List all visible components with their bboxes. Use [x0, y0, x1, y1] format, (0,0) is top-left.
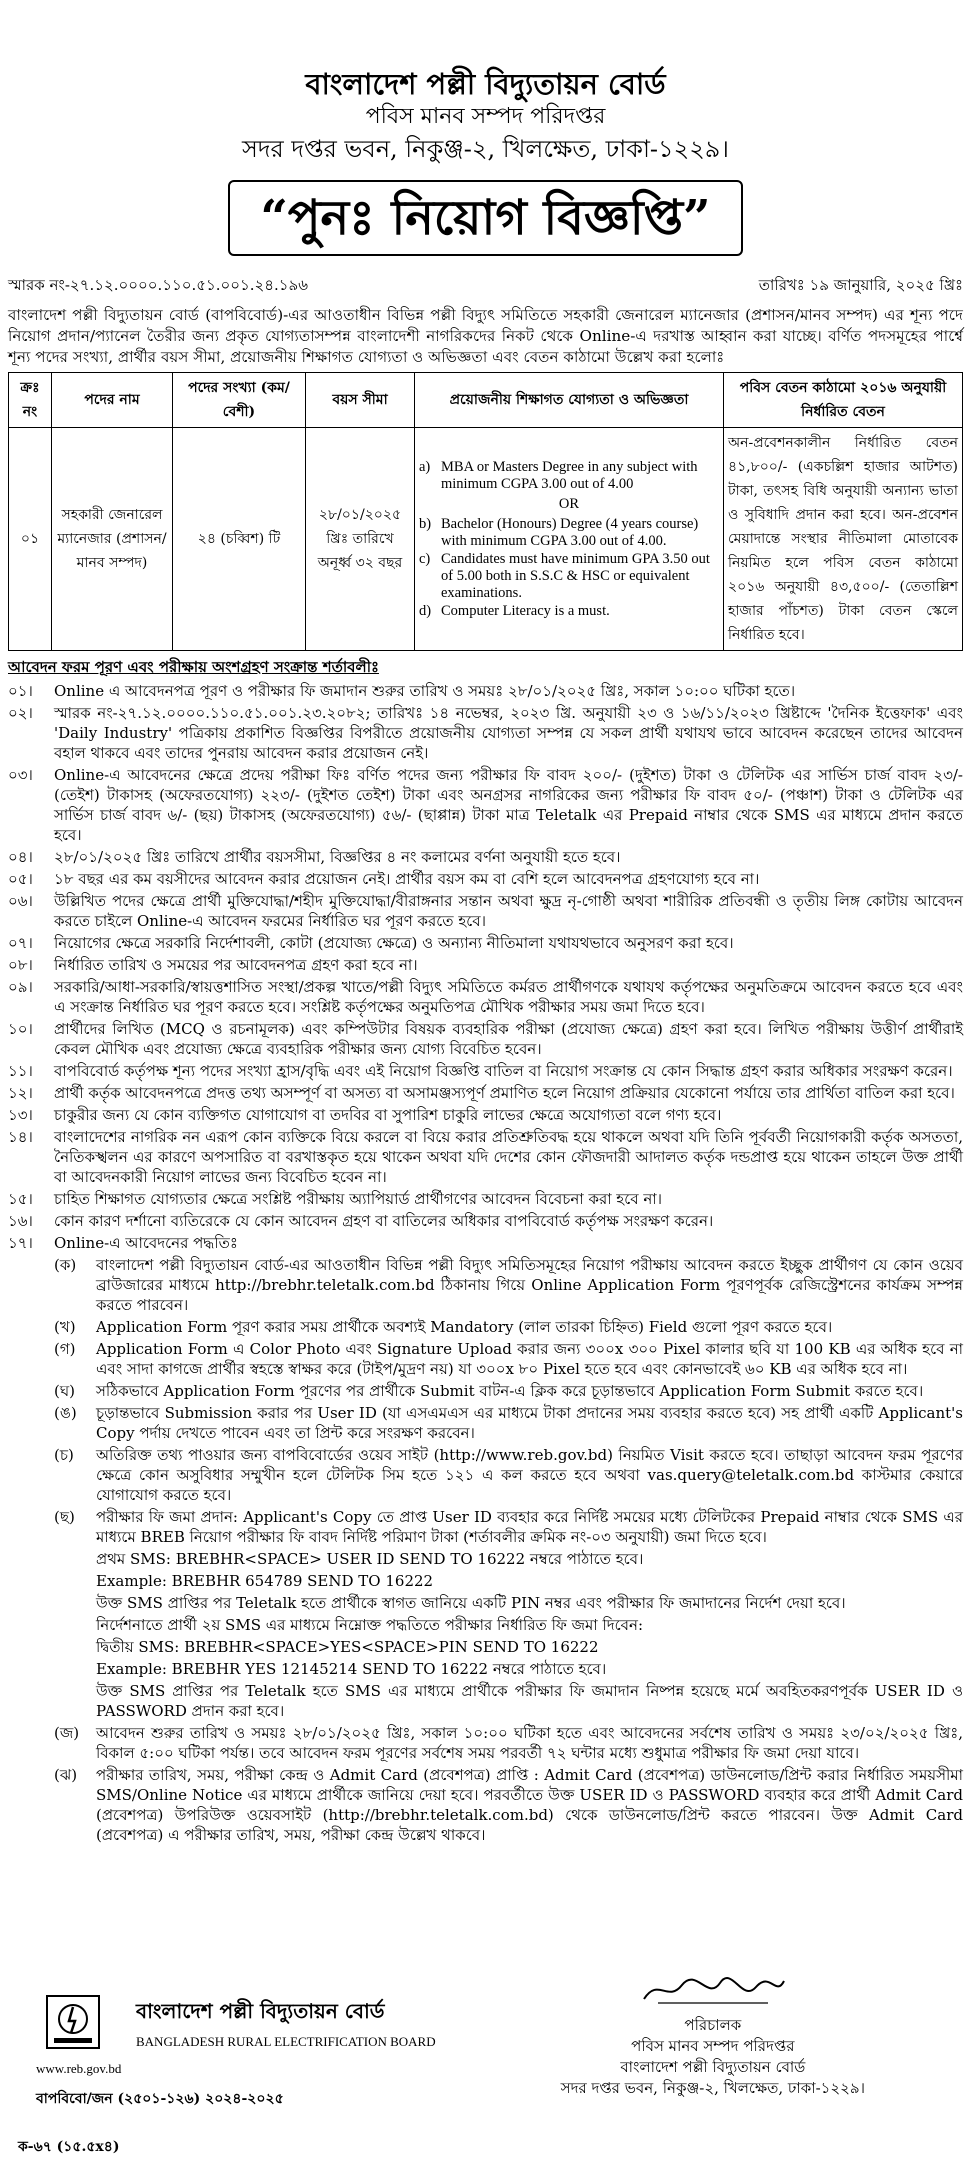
list-item: [8, 891, 963, 931]
item-text: স্মারক নং-২৭.১২.০০০০.১১০.৫১.০০১.২৩.২০৮২; তারিখঃ ১৪ নভেম্বর, ২০২৩ খ্রি. অনুযায়ী ২৩ ও ১৬/১১/২০২৩ খ্রিষ্টাব্দে 'দৈনিক ইত্তেফাক' এবং 'Daily Industry' পত্রিকায় প্রকাশিত বিজ্ঞপ্তির বিপরীতে প্রয়োজনীয় যোগ্যতা সম্পন্ন যে সকল প্রার্থী যথাযথ ভাবে আবেদন করেছেন তাদের আবেদন বহাল থাকবে এবং তাদের পুনরায় আবেদন করার প্রয়োজন নেই।: [54, 704, 963, 762]
list-item: [54, 1615, 963, 1635]
sub-item-text: পরীক্ষার ফি জমা প্রদান: Applicant's Copy তে প্রাপ্ত User ID ব্যবহার করে নির্দিষ্ট সময়ের মধ্যে টেলিটকের Prepaid নাম্বার থেকে SMS এর মাধ্যমে BREB নিয়োগ পরীক্ষার ফি বাবদ নির্দিষ্ট পরিমাণ টাকা (শর্তাবলীর ক্রমিক নং-০৩ অনুযায়ী) জমা দিতে হবে।: [96, 1508, 963, 1546]
item-text: নিয়োগের ক্ষেত্রে সরকারি নির্দেশাবলী, কোটা (প্রযোজ্য ক্ষেত্রে) ও অন্যান্য নীতিমালা যথাযথভাবে অনুসরণ করা হবে।: [54, 934, 734, 952]
list-item: [54, 1593, 963, 1613]
terms-section: [8, 657, 963, 1845]
item-text: উল্লিখিত পদের ক্ষেত্রে প্রার্থী মুক্তিযোদ্ধা/শহীদ মুক্তিযোদ্ধা/বীরাঙ্গনার সন্তান অথবা ক্ষুদ্র নৃ-গোষ্ঠী অথবা শারীরিক প্রতিবন্ধী ও তৃতীয় লিঙ্গ কোটায় আবেদন করতে চাইলে Online-এ আবেদন ফরমের নির্ধারিত ঘর পূরণ করতে হবে।: [54, 892, 963, 930]
cell-qualification: [415, 428, 724, 651]
item-text: Online-এ আবেদনের ক্ষেত্রে প্রদেয় পরীক্ষা ফিঃ বর্ণিত পদের জন্য পরীক্ষার ফি বাবদ ২০০/- (দুইশত) টাকা ও টেলিটক এর সার্ভিস চার্জ বাবদ ২৩/- (তেইশ) টাকাসহ (অফেরতযোগ্য) ২২৩/- (দুইশত তেইশ) টাকা এবং অনগ্রসর নাগরিকের জন্য পরীক্ষার ফি বাবদ ৫০/- (পঞ্চাশ) টাকা ও টেলিটক এর সার্ভিস চার্জ বাবদ ৬/- (ছয়) টাকাসহ (অফেরতযোগ্য) ৫৬/- (ছাপ্পান্ন) টাকা মাত্র Teletalk এর Prepaid নাম্বার থেকে SMS এর মাধ্যমে প্রদান করতে হবে।: [54, 766, 963, 844]
list-item: [8, 703, 963, 763]
terms-title: আবেদন ফরম পূরণ এবং পরীক্ষায় অংশগ্রহণ সংক্রান্ত শর্তাবলীঃ: [8, 658, 379, 676]
sub-item-text: উক্ত SMS প্রাপ্তির পর Teletalk হতে প্রার্থীকে স্বাগত জানিয়ে একটি PIN নম্বর এবং পরীক্ষার ফি জমাদানের নির্দেশ দেয়া হবে।: [96, 1594, 846, 1612]
sign-org: বাংলাদেশ পল্লী বিদ্যুতায়ন বোর্ড: [620, 2058, 806, 2076]
footer-org: [136, 1997, 436, 2050]
sub-item-text: Application Form পূরণ করার সময় প্রার্থীকে অবশ্যই Mandatory (লাল তারকা চিহ্নিত) Field গুলো পূরণ করতে হবে।: [96, 1318, 833, 1336]
page-title: “পুনঃ নিয়োগ বিজ্ঞপ্তি”: [228, 180, 742, 256]
qual-b: Bachelor (Honours) Degree (4 years course) with minimum CGPA 3.00 out of 4.00.: [441, 515, 699, 549]
sub-item-text: দ্বিতীয় SMS: BREBHR<SPACE>YES<SPACE>PIN SEND TO 16222: [96, 1638, 599, 1656]
sign-address: সদর দপ্তর ভবন, নিকুঞ্জ-২, খিলক্ষেত, ঢাকা-১২২৯।: [560, 2079, 865, 2097]
sub-item-label: [54, 1681, 96, 1721]
sign-dept: পবিস মানব সম্পদ পরিদপ্তর: [631, 2037, 795, 2055]
sub-item-text: সঠিকভাবে Application Form পূরণের পর প্রার্থীকে Submit বাটন-এ ক্লিক করে চূড়ান্তভাবে Application Form Submit করতে হবে।: [96, 1382, 924, 1400]
item-number: ০৯।: [8, 978, 33, 996]
col-count: পদের সংখ্যা (কম/বেশী): [173, 373, 306, 428]
qual-or: OR: [558, 495, 580, 512]
item-number: ১৫।: [8, 1190, 33, 1208]
sub-item-text: নির্দেশনাতে প্রার্থী ২য় SMS এর মাধ্যমে নিম্নোক্ত পদ্ধতিতে পরীক্ষার নির্ধারিত ফি জমা দিবেন:: [96, 1616, 644, 1634]
list-item: [8, 955, 963, 975]
list-item: [54, 1507, 963, 1547]
list-item: [54, 1659, 963, 1679]
memo-number: স্মারক নং-২৭.১২.০০০০.১১০.৫১.০০১.২৪.১৯৬: [8, 276, 308, 294]
qual-d: Computer Literacy is a must.: [441, 602, 610, 619]
list-item: [54, 1339, 963, 1379]
list-item: [8, 765, 963, 845]
qual-a-label: a): [419, 458, 431, 475]
item-text: প্রার্থী কর্তৃক আবেদনপত্রে প্রদত্ত তথ্য অসম্পূর্ণ বা অসত্য বা অসামঞ্জস্যপূর্ণ প্রমাণিত হলে নিয়োগ প্রক্রিয়ার যেকোনো পর্যায়ে তার প্রার্থিতা বাতিল করা হবে।: [54, 1084, 955, 1102]
item-number: ০৫।: [8, 870, 33, 888]
item-number: ০৮।: [8, 956, 33, 974]
sub-item-text: Example: BREBHR 654789 SEND TO 16222: [96, 1572, 434, 1590]
department: পবিস মানব সম্পদ পরিদপ্তর: [365, 104, 606, 129]
list-item: [54, 1765, 963, 1845]
sub-item-label: (ঙ): [54, 1404, 77, 1422]
table-header-row: [9, 373, 963, 428]
signature-block: [561, 1973, 865, 2099]
table-row: [9, 428, 963, 651]
address: সদর দপ্তর ভবন, নিকুঞ্জ-২, খিলক্ষেত, ঢাকা-১২২৯।: [242, 135, 729, 163]
item-number: ০৭।: [8, 934, 33, 952]
ad-code: বাপবিবো/জন (২৫০১-১২৬) ২০২৪-২০২৫: [36, 2091, 284, 2107]
qual-d-label: d): [419, 602, 432, 619]
item-number: ১৩।: [8, 1106, 33, 1124]
item-number: ১৬।: [8, 1212, 33, 1230]
qual-b-label: b): [419, 515, 432, 532]
item-number: ০১।: [8, 682, 33, 700]
item-text: নির্ধারিত তারিখ ও সময়ের পর আবেদনপত্র গ্রহণ করা হবে না।: [54, 956, 418, 974]
item-text: ২৮/০১/২০২৫ খ্রিঃ তারিখে প্রার্থীর বয়সসীমা, বিজ্ঞপ্তির ৪ নং কলামের বর্ণনা অনুযায়ী হতে হবে।: [54, 848, 621, 866]
cell-post: সহকারী জেনারেল ম্যানেজার (প্রশাসন/মানব সম্পদ): [52, 428, 173, 651]
list-item: [54, 1403, 963, 1443]
list-item: [8, 1189, 963, 1209]
list-item: [54, 1681, 963, 1721]
item-number: ১৪।: [8, 1128, 33, 1146]
sub-item-text: Application Form এ Color Photo এবং Signature Upload করার জন্য ৩০০x ৩০০ Pixel কালার ছবি যা 100 KB এর অধিক হবে না এবং সাদা কাগজে প্রার্থীর স্বহস্তে স্বাক্ষর করে (টাইপ/মুদ্রণ নয়) যা ৩০০x ৮০ Pixel হতে হবে এবং কোনভাবেই ৬০ KB এর অধিক হবে না।: [96, 1340, 963, 1378]
signature-icon: [638, 1973, 788, 2009]
sign-title: পরিচালক: [684, 2016, 742, 2034]
qual-c: Candidates must have minimum GPA 3.50 out of 5.00 both in S.S.C & HSC or equivalent examinations.: [441, 550, 710, 601]
qual-c-label: c): [419, 550, 431, 567]
sub-item-text: উক্ত SMS প্রাপ্তির পর Teletalk হতে SMS এর মাধ্যমে প্রার্থীকে পরীক্ষার ফি জমাদান নিষ্পন্ন হয়েছে মর্মে অবহিতকরণপূর্বক USER ID ও PASSWORD প্রদান করা হবে।: [96, 1682, 963, 1720]
list-item: [8, 1127, 963, 1187]
sub-item-label: [54, 1571, 96, 1591]
cell-count: ২৪ (চব্বিশ) টি: [173, 428, 306, 651]
header: [8, 0, 963, 166]
list-item: [54, 1445, 963, 1505]
item-number: ০৩।: [8, 766, 33, 784]
sub-item-label: [54, 1593, 96, 1613]
sub-item-label: (চ): [54, 1446, 74, 1464]
online-steps-list: [54, 1255, 963, 1845]
sub-item-label: [54, 1659, 96, 1679]
cell-pay: অন-প্রবেশনকালীন নির্ধারিত বেতন ৪১,৮০০/- (একচল্লিশ হাজার আটশত) টাকা, তৎসহ বিধি অনুযায়ী অন্যান্য ভাতা ও সুবিধাদি প্রদান করা হবে। অন-প্রবেশন মেয়াদান্তে সংস্থার নীতিমালা মোতাবেক নিয়মিত হলে পবিস বেতন কাঠামো ২০১৬ অনুযায়ী ৪৩,৫০০/- (তেতাল্লিশ হাজার পাঁচশত) টাকা বেতন স্কেলে নির্ধারিত হবে।: [724, 428, 963, 651]
col-qualification: প্রয়োজনীয় শিক্ষাগত যোগ্যতা ও অভিজ্ঞতা: [415, 373, 724, 428]
sub-item-text: অতিরিক্ত তথ্য পাওয়ার জন্য বাপবিবোর্ডের ওয়েব সাইট (http://www.reb.gov.bd) নিয়মিত Visit করতে হবে। তাছাড়া আবেদন ফরম পূরণের ক্ষেত্রে কোন অসুবিধার সম্মুখীন হলে টেলিটক সিম হতে ১২১ এ কল করতে হবে অথবা vas.query@teletalk.com.bd কাস্টমার কেয়ারে যোগাযোগ করতে হবে।: [96, 1446, 963, 1504]
item-number: ০২।: [8, 704, 33, 722]
sub-item-label: (ঘ): [54, 1382, 75, 1400]
sub-item-text: আবেদন শুরুর তারিখ ও সময়ঃ ২৮/০১/২০২৫ খ্রিঃ, সকাল ১০:০০ ঘটিকা হতে এবং আবেদনের সর্বশেষ তারিখ ও সময়ঃ ২৩/০২/২০২৫ খ্রিঃ, বিকাল ৫:০০ ঘটিকা পর্যন্ত। তবে আবেদন ফরম পূরণের সর্বশেষ সময় পরবর্তী ৭২ ঘন্টার মধ্যে শুধুমাত্র পরীক্ষার ফি জমা দেয়া যাবে।: [96, 1724, 963, 1762]
footer-org-en: BANGLADESH RURAL ELECTRIFICATION BOARD: [136, 2034, 436, 2049]
sub-item-text: বাংলাদেশ পল্লী বিদ্যুতায়ন বোর্ড-এর আওতাধীন বিভিন্ন পল্লী বিদ্যুৎ সমিতিসমূহের নিয়োগ পরীক্ষায় আবেদন করতে ইচ্ছুক প্রার্থীগণ যে কোন ওয়েব ব্রাউজারের মাধ্যমে http://brebhr.teletalk.com.bd ঠিকানায় গিয়ে Online Application Form পূরণপূর্বক রেজিস্ট্রেশনের কার্যক্রম সম্পন্ন করতে পারবেন।: [96, 1256, 963, 1314]
list-item: [8, 1211, 963, 1231]
list-item: [8, 869, 963, 889]
list-item: [54, 1571, 963, 1591]
list-item: [8, 847, 963, 867]
ad-size: ক-৬৭ (১৫.৫x৪): [18, 2139, 120, 2155]
sub-item-label: (খ): [54, 1318, 76, 1336]
item-text: প্রার্থীদের লিখিত (MCQ ও রচনামূলক) এবং কম্পিউটার বিষয়ক ব্যবহারিক পরীক্ষা (প্রযোজ্য ক্ষেত্রে) গ্রহণ করা হবে। লিখিত পরীক্ষায় উত্তীর্ণ প্রার্থীরাই কেবল মৌখিক এবং প্রযোজ্য ক্ষেত্রে ব্যবহারিক পরীক্ষার জন্য যোগ্য বিবেচিত হবেন।: [54, 1020, 963, 1058]
cell-sl: ০১: [9, 428, 52, 651]
item-text: কোন কারণ দর্শানো ব্যতিরেকে যে কোন আবেদন গ্রহণ বা বাতিলের অধিকার বাপবিবোর্ড কর্তৃপক্ষ সংরক্ষণ করেন।: [54, 1212, 714, 1230]
list-item: [8, 1061, 963, 1081]
list-item: [8, 681, 963, 701]
intro-paragraph: বাংলাদেশ পল্লী বিদ্যুতায়ন বোর্ড (বাপবিবোর্ড)-এর আওতাধীন বিভিন্ন পল্লী বিদ্যুৎ সমিতিতে সহকারী জেনারেল ম্যানেজার (প্রশাসন/মানব সম্পদ) এর শূন্য পদে নিয়োগ প্রদান/প্যানেল তৈরীর জন্য প্রকৃত যোগ্যতাসম্পন্ন বাংলাদেশী নাগরিকদের নিকট থেকে Online-এ দরখাস্ত আহ্বান করা যাচ্ছে। বর্ণিত পদসমূহের পার্শ্বে শূন্য পদের সংখ্যা, প্রার্থীর বয়স সীমা, প্রয়োজনীয় শিক্ষাগত যোগ্যতা ও অভিজ্ঞতা এবং বেতন কাঠামো উল্লেখ করা হলোঃ: [8, 306, 963, 366]
sub-item-text: চূড়ান্তভাবে Submission করার পর User ID (যা এসএমএস এর মাধ্যমে টাকা প্রদানের সময় ব্যবহার করতে হবে) সহ প্রার্থী একটি Applicant's Copy পর্দায় দেখতে পাবেন এবং তা প্রিন্ট করে সংরক্ষণ করবেন।: [96, 1404, 963, 1442]
col-pay: পবিস বেতন কাঠামো ২০১৬ অনুযায়ী নির্ধারিত বেতন: [724, 373, 963, 428]
list-item: [54, 1381, 963, 1401]
col-post: পদের নাম: [52, 373, 173, 428]
item-text: চাকুরীর জন্য যে কোন ব্যক্তিগত যোগাযোগ বা তদবির বা সুপারিশ চাকুরি লাভের ক্ষেত্রে অযোগ্যতা বলে গণ্য হবে।: [54, 1106, 722, 1124]
sub-item-text: Example: BREBHR YES 12145214 SEND TO 16222 নম্বরে পাঠাতে হবে।: [96, 1660, 607, 1678]
sub-item-text: প্রথম SMS: BREBHR<SPACE> USER ID SEND TO 16222 নম্বরে পাঠাতে হবে।: [96, 1550, 644, 1568]
terms-list: [8, 681, 963, 1253]
item-text: Online এ আবেদনপত্র পূরণ ও পরীক্ষার ফি জমাদান শুরুর তারিখ ও সময়ঃ ২৮/০১/২০২৫ খ্রিঃ, সকাল ১০:০০ ঘটিকা হতে।: [54, 682, 796, 700]
list-item: [8, 1233, 963, 1253]
list-item: [8, 1019, 963, 1059]
sub-item-label: (গ): [54, 1340, 76, 1358]
list-item: [54, 1317, 963, 1337]
item-number: ০৪।: [8, 848, 33, 866]
col-age: বয়স সীমা: [306, 373, 415, 428]
sub-item-label: (ছ): [54, 1508, 75, 1526]
item-text: চাহিত শিক্ষাগত যোগ্যতার ক্ষেত্রে সংশ্লিষ্ট পরীক্ষায় অ্যাপিয়ার্ড প্রার্থীগণের আবেদন বিবেচনা করা হবে না।: [54, 1190, 663, 1208]
vacancy-table: [8, 372, 963, 651]
sub-item-label: [54, 1549, 96, 1569]
title-banner: [8, 180, 963, 256]
item-text: সরকারি/আধা-সরকারি/স্বায়ত্তশাসিত সংস্থা/প্রকল্প খাতে/পল্লী বিদ্যুৎ সমিতিতে কর্মরত প্রার্থীগণকে যথাযথ কর্তৃপক্ষের অনুমতিক্রমে আবেদন করতে হবে এবং এ সংক্রান্ত নির্ধারিত ঘর পূরণ করতে হবে। সংশ্লিষ্ট কর্তৃপক্ষের অনুমতিপত্র মৌখিক পরীক্ষার সময় জমা দিতে হবে।: [54, 978, 963, 1016]
sub-item-label: [54, 1615, 96, 1635]
sub-item-label: (ঝ): [54, 1766, 78, 1784]
list-item: [54, 1549, 963, 1569]
qual-a: MBA or Masters Degree in any subject with minimum CGPA 3.00 out of 4.00: [441, 458, 698, 492]
list-item: [8, 933, 963, 953]
item-text: বাপবিবোর্ড কর্তৃপক্ষ শূন্য পদের সংখ্যা হ্রাস/বৃদ্ধি এবং এই নিয়োগ বিজ্ঞপ্তি বাতিল বা নিয়োগ সংক্রান্ত যে কোন সিদ্ধান্ত গ্রহণ করার অধিকার সংরক্ষণ করেন।: [54, 1062, 953, 1080]
item-text: বাংলাদেশের নাগরিক নন এরূপ কোন ব্যক্তিকে বিয়ে করলে বা বিয়ে করার প্রতিশ্রুতিবদ্ধ হয়ে থাকলে অথবা যদি তিনি পূর্ববর্তী নিয়োগকারী কর্তৃক অসততা, নৈতিকস্খলন এর কারণে অপসারিত বা বরখাস্তকৃত হয়ে থাকেন অথবা যদি দেশের কোন ফৌজদারী আদালত কর্তৃক দন্ডপ্রাপ্ত হয়ে থাকেন তাহলে উক্ত প্রার্থী বা আবেদনকারী নিয়োগ লাভের জন্য বিবেচিত হবেন না।: [54, 1128, 963, 1186]
list-item: [8, 1105, 963, 1125]
sub-item-label: [54, 1637, 96, 1657]
reference-row: [8, 274, 963, 299]
reb-logo-icon: [46, 1995, 100, 2049]
item-number: ১৭।: [8, 1234, 33, 1252]
item-text: ১৮ বছর এর কম বয়সীদের আবেদন করার প্রয়োজন নেই। প্রার্থীর বয়স কম বা বেশি হলে আবেদনপত্র গ্রহণযোগ্য হবে না।: [54, 870, 760, 888]
sub-item-label: (জ): [54, 1724, 80, 1742]
list-item: [54, 1723, 963, 1763]
item-number: ১১।: [8, 1062, 33, 1080]
item-number: ০৬।: [8, 892, 33, 910]
org-name: বাংলাদেশ পল্লী বিদ্যুতায়ন বোর্ড: [305, 67, 666, 101]
sub-item-label: (ক): [54, 1256, 77, 1274]
cell-age: ২৮/০১/২০২৫ খ্রিঃ তারিখে অনূর্ধ্ব ৩২ বছর: [306, 428, 415, 651]
col-sl: ক্রঃ নং: [9, 373, 52, 428]
list-item: [54, 1255, 963, 1315]
item-number: ১০।: [8, 1020, 33, 1038]
footer-org-bn: বাংলাদেশ পল্লী বিদ্যুতায়ন বোর্ড: [136, 1999, 385, 2023]
item-number: ১২।: [8, 1084, 33, 1102]
notice-date: তারিখঃ ১৯ জানুয়ারি, ২০২৫ খ্রিঃ: [758, 276, 963, 294]
list-item: [8, 977, 963, 1017]
item-text: Online-এ আবেদনের পদ্ধতিঃ: [54, 1234, 238, 1252]
list-item: [54, 1637, 963, 1657]
list-item: [8, 1083, 963, 1103]
sub-item-text: পরীক্ষার তারিখ, সময়, পরীক্ষা কেন্দ্র ও Admit Card (প্রবেশপত্র) প্রাপ্তি : Admit Card (প্রবেশপত্র) ডাউনলোড/প্রিন্ট করার নির্ধারিত সময়সীমা SMS/Online Notice এর মাধ্যমে প্রার্থীকে জানিয়ে দেয়া হবে। পরবর্তীতে উক্ত USER ID ও PASSWORD ব্যবহার করে প্রার্থী Admit Card (প্রবেশপত্র) উপরিউক্ত ওয়েবসাইট (http://brebhr.teletalk.com.bd) থেকে ডাউনলোড/প্রিন্ট করতে পারবেন। উক্ত Admit Card (প্রবেশপত্র) এ পরীক্ষার তারিখ, সময়, পরীক্ষা কেন্দ্র উল্লেখ থাকবে।: [96, 1766, 963, 1844]
website-link[interactable]: www.reb.gov.bd: [36, 2061, 122, 2076]
